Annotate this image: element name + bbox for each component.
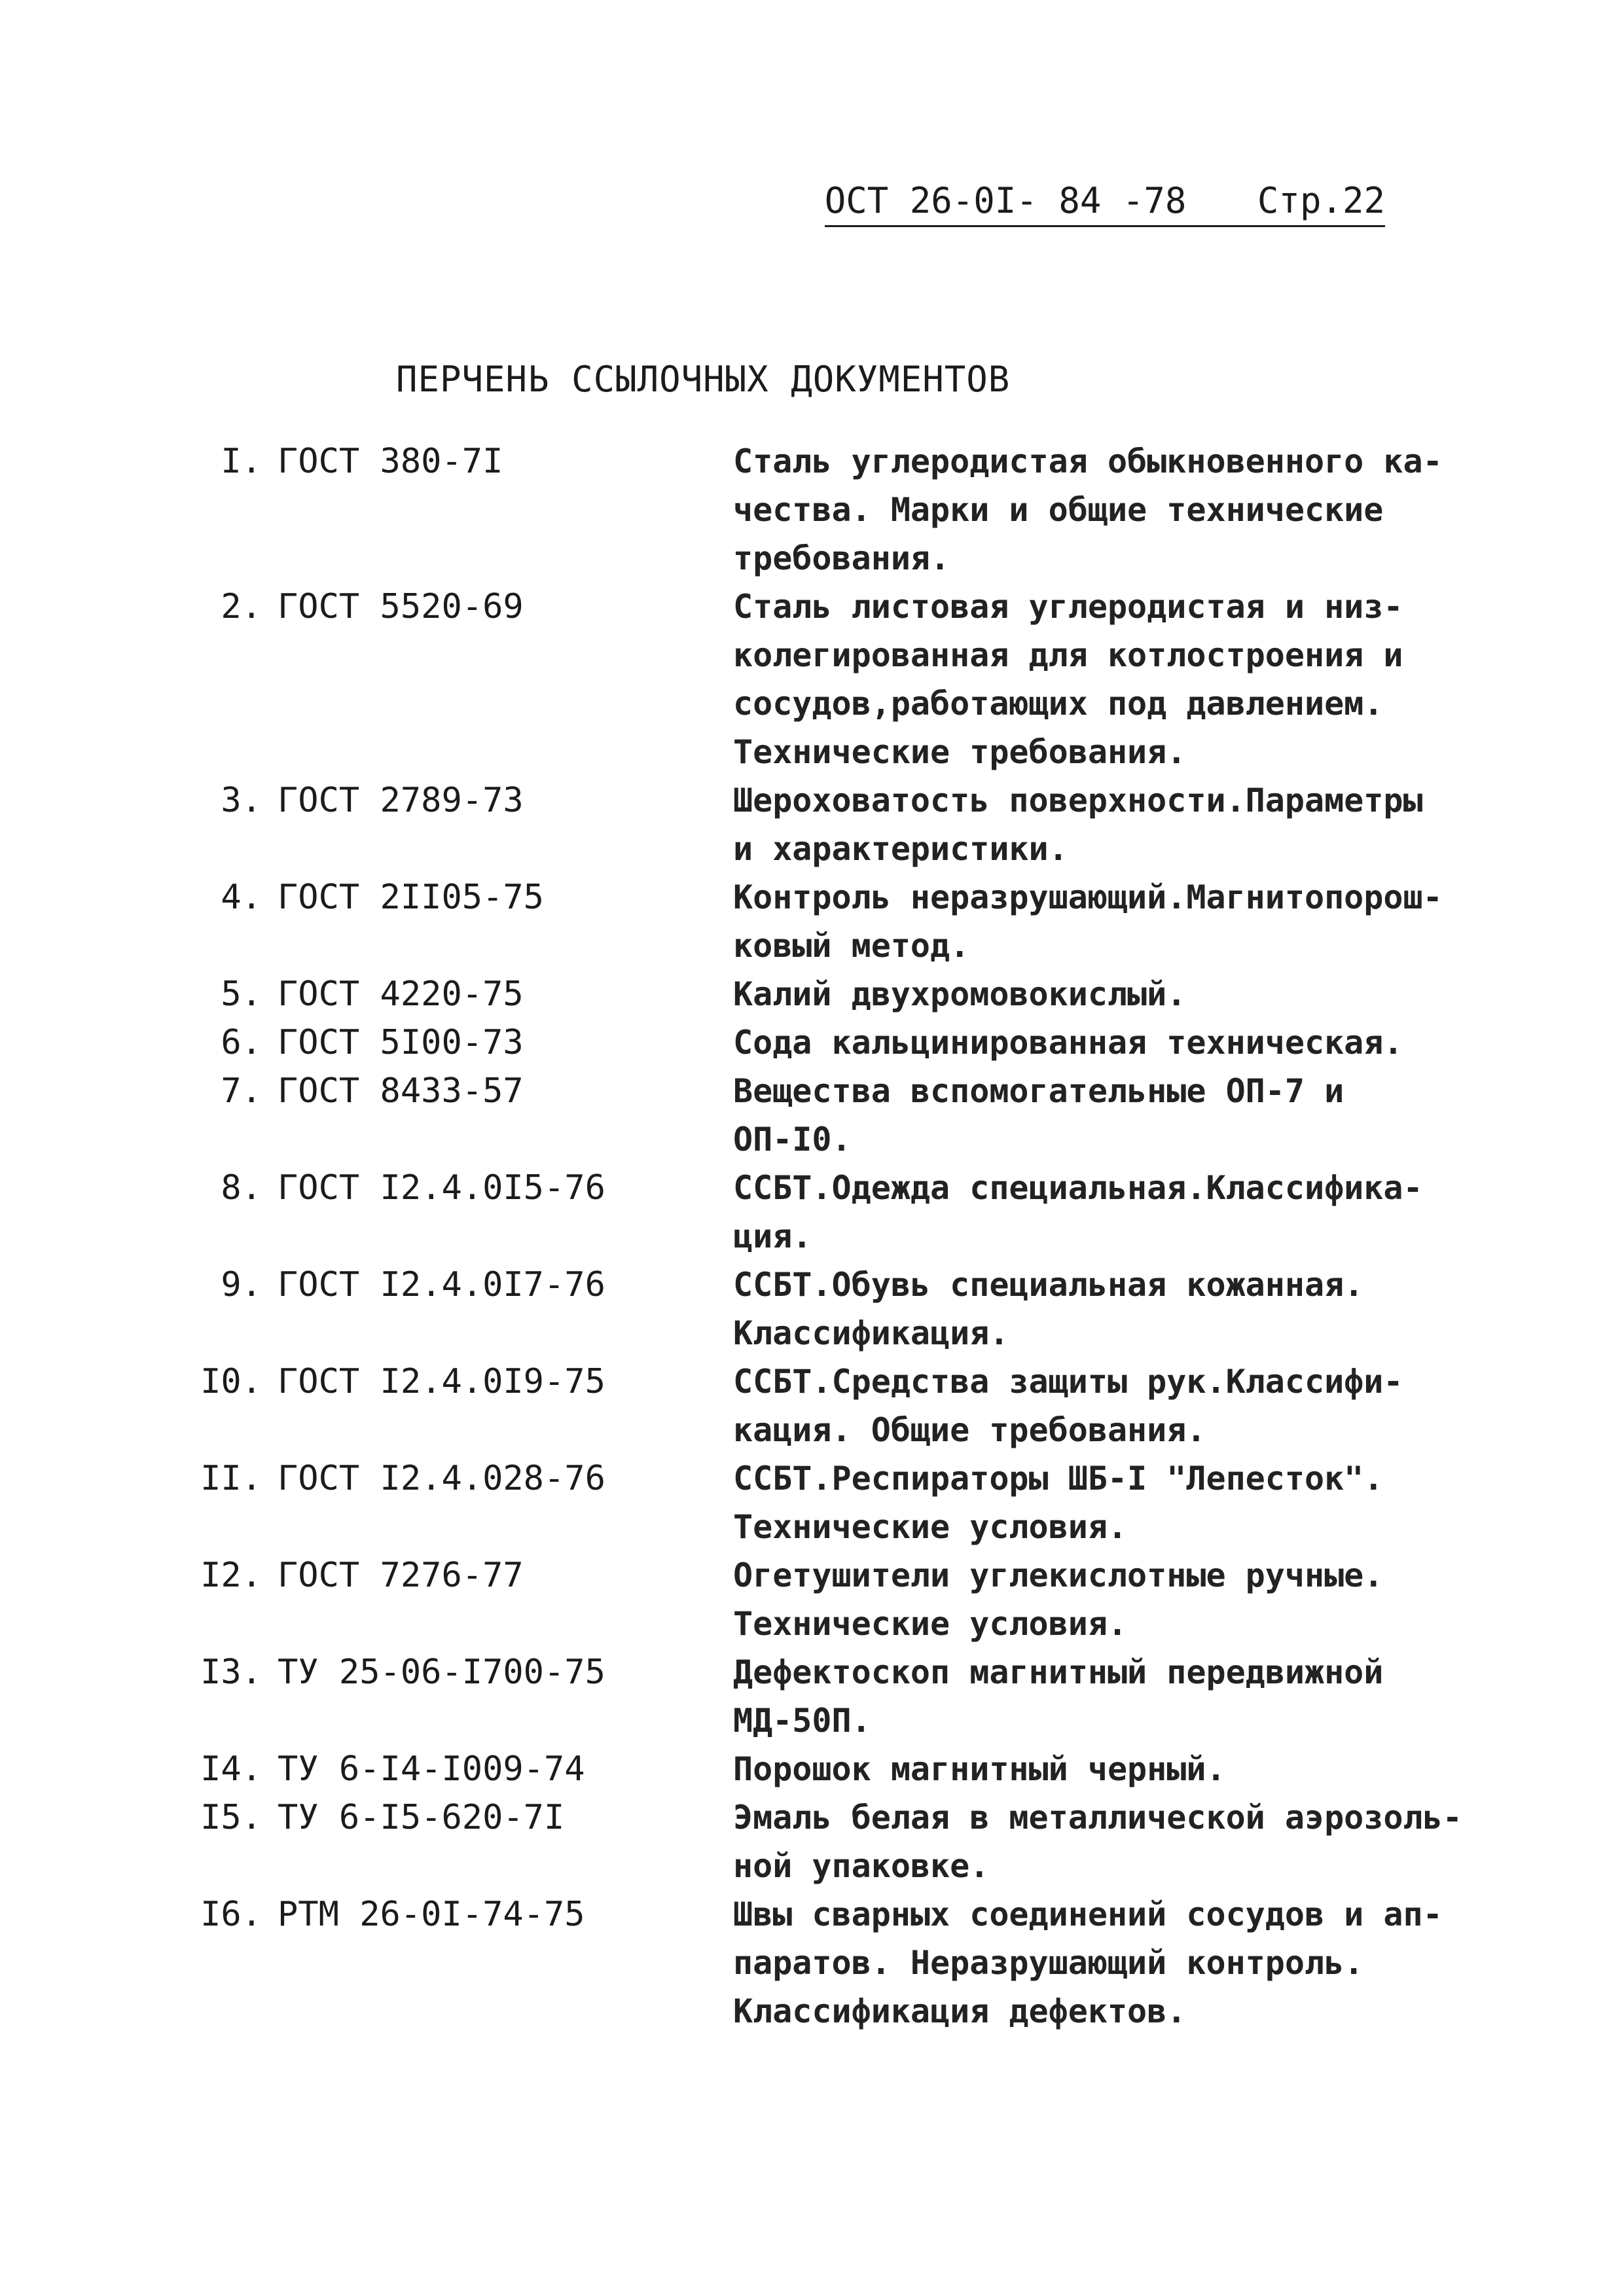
reference-description: Сталь углеродистая обыкновенного ка- чества. Марки и общие технические требования. <box>733 442 1443 577</box>
reference-item <box>177 1018 1486 1067</box>
reference-document-code: ТУ 6-I5-620-7I <box>278 1798 565 1837</box>
reference-document-code: РТМ 26-0I-74-75 <box>278 1895 585 1934</box>
reference-item <box>177 437 1486 583</box>
reference-item <box>177 970 1486 1018</box>
reference-number: I2. <box>200 1556 262 1595</box>
reference-document-code: ГОСТ 8433-57 <box>278 1071 524 1111</box>
reference-item <box>177 1890 1486 2036</box>
reference-number: 8. <box>221 1168 262 1208</box>
reference-number: 9. <box>221 1265 262 1304</box>
standard-code: ОСТ 26-0I- 84 -78 <box>824 180 1187 221</box>
reference-description: Дефектоскоп магнитный передвижной МД-50П. <box>733 1653 1384 1740</box>
page-title: ПЕРЧЕНЬ ССЫЛОЧНЫХ ДОКУМЕНТОВ <box>396 359 1011 400</box>
reference-list <box>177 437 1486 2036</box>
reference-document-code: ГОСТ 380-7I <box>278 442 503 481</box>
reference-number: 4. <box>221 878 262 917</box>
reference-item <box>177 1164 1486 1261</box>
reference-document-code: ГОСТ 4220-75 <box>278 975 524 1014</box>
reference-item <box>177 776 1486 873</box>
reference-document-code: ТУ 6-I4-I009-74 <box>278 1749 585 1789</box>
reference-document-code: ГОСТ 5520-69 <box>278 587 524 626</box>
reference-description: Контроль неразрушающий.Магнитопорош- ковый метод. <box>733 878 1443 965</box>
reference-document-code: ГОСТ 7276-77 <box>278 1556 524 1595</box>
reference-item <box>177 583 1486 776</box>
reference-description: Калий двухромовокислый. <box>733 975 1187 1013</box>
reference-document-code: ГОСТ I2.4.0I5-76 <box>278 1168 605 1208</box>
reference-number: I. <box>221 442 262 481</box>
reference-item <box>177 1357 1486 1454</box>
reference-number: I3. <box>200 1653 262 1692</box>
reference-number: I5. <box>200 1798 262 1837</box>
reference-item <box>177 1067 1486 1164</box>
reference-number: I4. <box>200 1749 262 1789</box>
reference-item <box>177 1551 1486 1648</box>
reference-number: I0. <box>200 1362 262 1401</box>
reference-description: Вещества вспомогательные ОП-7 и ОП-I0. <box>733 1072 1344 1158</box>
reference-number: II. <box>200 1459 262 1498</box>
reference-number: 6. <box>221 1023 262 1062</box>
reference-document-code: ГОСТ I2.4.0I9-75 <box>278 1362 605 1401</box>
page-header <box>825 178 1385 227</box>
reference-number: 3. <box>221 781 262 820</box>
reference-item <box>177 1745 1486 1793</box>
reference-number: 2. <box>221 587 262 626</box>
reference-description: ССБТ.Респираторы ШБ-I "Лепесток". Технические условия. <box>733 1460 1384 1546</box>
reference-item <box>177 1454 1486 1551</box>
reference-description: ССБТ.Средства защиты рук.Классифи- кация. Общие требования. <box>733 1363 1403 1449</box>
reference-item <box>177 1793 1486 1890</box>
page-number: Стр.22 <box>1257 180 1385 221</box>
reference-item <box>177 873 1486 970</box>
reference-description: ССБТ.Одежда специальная.Классифика- ция. <box>733 1169 1423 1255</box>
reference-item <box>177 1648 1486 1745</box>
reference-description: Эмаль белая в металлической аэрозоль- ной упаковке. <box>733 1799 1462 1885</box>
reference-document-code: ГОСТ 2789-73 <box>278 781 524 820</box>
reference-description: Сода кальцинированная техническая. <box>733 1024 1403 1062</box>
reference-item <box>177 1261 1486 1357</box>
reference-number: 7. <box>221 1071 262 1111</box>
reference-document-code: ГОСТ 5I00-73 <box>278 1023 524 1062</box>
reference-number: I6. <box>200 1895 262 1934</box>
reference-description: Швы сварных соединений сосудов и ап- паратов. Неразрушающий контроль. Классификация дефектов. <box>733 1895 1443 2030</box>
reference-document-code: ГОСТ I2.4.0I7-76 <box>278 1265 605 1304</box>
reference-number: 5. <box>221 975 262 1014</box>
reference-description: Шероховатость поверхности.Параметры и характеристики. <box>733 781 1423 868</box>
reference-description: Сталь листовая углеродистая и низ- колегированная для котлостроения и сосудов,работающих под давлением. Технические требования. <box>733 588 1403 771</box>
reference-document-code: ГОСТ I2.4.028-76 <box>278 1459 605 1498</box>
reference-document-code: ГОСТ 2II05-75 <box>278 878 544 917</box>
reference-description: ССБТ.Обувь специальная кожанная. Классификация. <box>733 1266 1364 1352</box>
reference-document-code: ТУ 25-06-I700-75 <box>278 1653 605 1692</box>
reference-description: Огетушители углекислотные ручные. Технические условия. <box>733 1556 1384 1643</box>
reference-description: Порошок магнитный черный. <box>733 1750 1226 1788</box>
